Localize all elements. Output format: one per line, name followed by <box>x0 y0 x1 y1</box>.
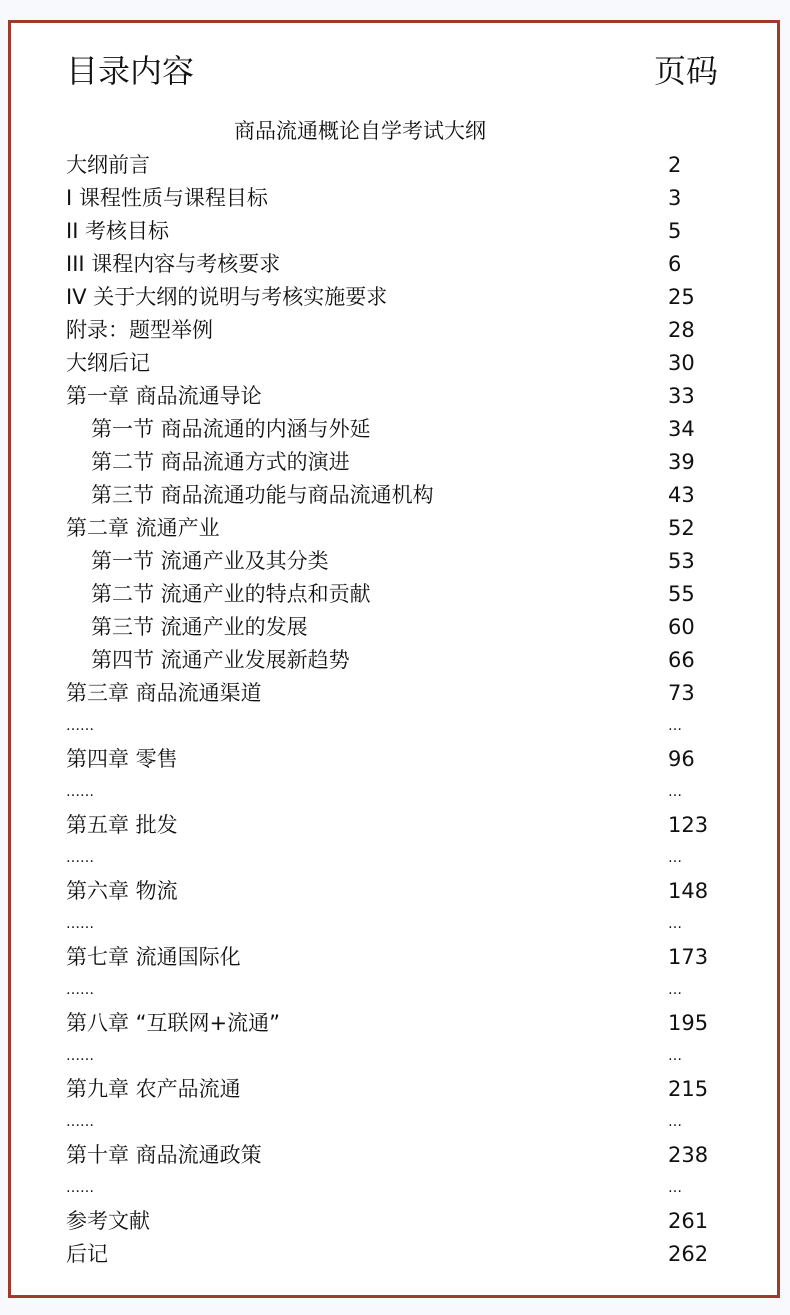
toc-entry-page: 3 <box>668 186 682 210</box>
toc-entry-page: 6 <box>668 252 682 276</box>
toc-chapter-row <box>0 149 790 182</box>
toc-entry-label: …… <box>66 1114 94 1130</box>
toc-chapter-row <box>0 1205 790 1238</box>
toc-ellipsis-row <box>0 710 790 743</box>
toc-entry-label: 第二节 流通产业的特点和贡献 <box>91 582 371 606</box>
toc-entry-label: 第六章 物流 <box>66 879 178 903</box>
toc-section-row <box>0 644 790 677</box>
toc-chapter-row <box>0 1007 790 1040</box>
toc-title: 目录内容 <box>66 52 195 90</box>
toc-entry-label: 大纲前言 <box>66 153 150 177</box>
toc-entry-label: …… <box>66 916 94 932</box>
toc-entry-page: 5 <box>668 219 682 243</box>
toc-ellipsis-row <box>0 776 790 809</box>
toc-list <box>0 149 790 1271</box>
toc-entry-page: 53 <box>668 549 695 573</box>
toc-ellipsis-row <box>0 1106 790 1139</box>
toc-entry-label: 第十章 商品流通政策 <box>66 1143 262 1167</box>
toc-chapter-row <box>0 512 790 545</box>
toc-entry-page: 34 <box>668 417 695 441</box>
toc-chapter-row <box>0 281 790 314</box>
toc-entry-page: 55 <box>668 582 695 606</box>
toc-entry-label: 大纲后记 <box>66 351 150 375</box>
toc-chapter-row <box>0 314 790 347</box>
toc-entry-label: 第七章 流通国际化 <box>66 945 241 969</box>
toc-section-row <box>0 413 790 446</box>
page-column-header: 页码 <box>654 52 719 90</box>
toc-chapter-row <box>0 875 790 908</box>
toc-entry-label: 第一节 流通产业及其分类 <box>91 549 329 573</box>
toc-chapter-row <box>0 347 790 380</box>
toc-entry-page: 195 <box>668 1011 709 1035</box>
toc-entry-page: 30 <box>668 351 695 375</box>
toc-entry-page: 33 <box>668 384 695 408</box>
toc-entry-label: 后记 <box>66 1242 108 1266</box>
toc-entry-label: III 课程内容与考核要求 <box>66 252 281 276</box>
toc-entry-label: II 考核目标 <box>66 219 170 243</box>
toc-section-row <box>0 545 790 578</box>
toc-entry-label: 第三章 商品流通渠道 <box>66 681 262 705</box>
toc-section-row <box>0 578 790 611</box>
toc-ellipsis-row <box>0 1040 790 1073</box>
toc-entry-label: …… <box>66 1180 94 1196</box>
toc-entry-page: 52 <box>668 516 695 540</box>
toc-entry-page: 66 <box>668 648 695 672</box>
toc-entry-page: 28 <box>668 318 695 342</box>
toc-entry-label: 第三节 商品流通功能与商品流通机构 <box>91 483 434 507</box>
toc-entry-label: 第二章 流通产业 <box>66 516 220 540</box>
toc-chapter-row <box>0 215 790 248</box>
toc-entry-page: … <box>668 916 682 932</box>
toc-entry-page: … <box>668 850 682 866</box>
toc-chapter-row <box>0 380 790 413</box>
toc-entry-label: 第四节 流通产业发展新趋势 <box>91 648 350 672</box>
toc-entry-page: 215 <box>668 1077 709 1101</box>
toc-entry-label: …… <box>66 718 94 734</box>
toc-entry-label: 第四章 零售 <box>66 747 178 771</box>
toc-entry-label: 附录：题型举例 <box>66 318 213 342</box>
toc-chapter-row <box>0 1238 790 1271</box>
toc-entry-page: … <box>668 784 682 800</box>
toc-entry-page: … <box>668 1180 682 1196</box>
toc-chapter-row <box>0 182 790 215</box>
toc-chapter-row <box>0 1073 790 1106</box>
toc-entry-page: 96 <box>668 747 695 771</box>
toc-entry-label: 第一节 商品流通的内涵与外延 <box>91 417 371 441</box>
toc-entry-label: 第三节 流通产业的发展 <box>91 615 308 639</box>
toc-entry-label: 第五章 批发 <box>66 813 178 837</box>
toc-section-row <box>0 446 790 479</box>
toc-entry-page: … <box>668 1114 682 1130</box>
toc-entry-label: …… <box>66 1048 94 1064</box>
toc-entry-page: 39 <box>668 450 695 474</box>
toc-entry-page: 173 <box>668 945 709 969</box>
toc-entry-label: I 课程性质与课程目标 <box>66 186 268 210</box>
toc-entry-page: 262 <box>668 1242 709 1266</box>
toc-entry-label: IV 关于大纲的说明与考核实施要求 <box>66 285 388 309</box>
toc-entry-page: 123 <box>668 813 709 837</box>
toc-entry-page: 238 <box>668 1143 709 1167</box>
toc-entry-page: 60 <box>668 615 695 639</box>
toc-entry-page: … <box>668 718 682 734</box>
toc-chapter-row <box>0 743 790 776</box>
toc-entry-page: … <box>668 982 682 998</box>
toc-entry-label: …… <box>66 982 94 998</box>
toc-section-row <box>0 479 790 512</box>
toc-ellipsis-row <box>0 908 790 941</box>
toc-entry-page: 148 <box>668 879 709 903</box>
toc-entry-page: 25 <box>668 285 695 309</box>
toc-chapter-row <box>0 809 790 842</box>
toc-entry-page: 2 <box>668 153 682 177</box>
toc-chapter-row <box>0 248 790 281</box>
toc-entry-label: 第一章 商品流通导论 <box>66 384 262 408</box>
toc-chapter-row <box>0 941 790 974</box>
toc-chapter-row <box>0 1139 790 1172</box>
toc-entry-label: 参考文献 <box>66 1209 150 1233</box>
toc-chapter-row <box>0 677 790 710</box>
toc-entry-label: …… <box>66 784 94 800</box>
toc-entry-page: 261 <box>668 1209 709 1233</box>
toc-entry-label: 第九章 农产品流通 <box>66 1077 241 1101</box>
toc-entry-label: 第八章 “互联网+流通” <box>66 1011 281 1035</box>
toc-entry-page: 73 <box>668 681 695 705</box>
toc-entry-page: … <box>668 1048 682 1064</box>
toc-section-row <box>0 611 790 644</box>
toc-entry-label: …… <box>66 850 94 866</box>
toc-subtitle: 商品流通概论自学考试大纲 <box>234 119 486 143</box>
toc-ellipsis-row <box>0 974 790 1007</box>
toc-ellipsis-row <box>0 1172 790 1205</box>
toc-entry-label: 第二节 商品流通方式的演进 <box>91 450 350 474</box>
toc-ellipsis-row <box>0 842 790 875</box>
toc-entry-page: 43 <box>668 483 695 507</box>
